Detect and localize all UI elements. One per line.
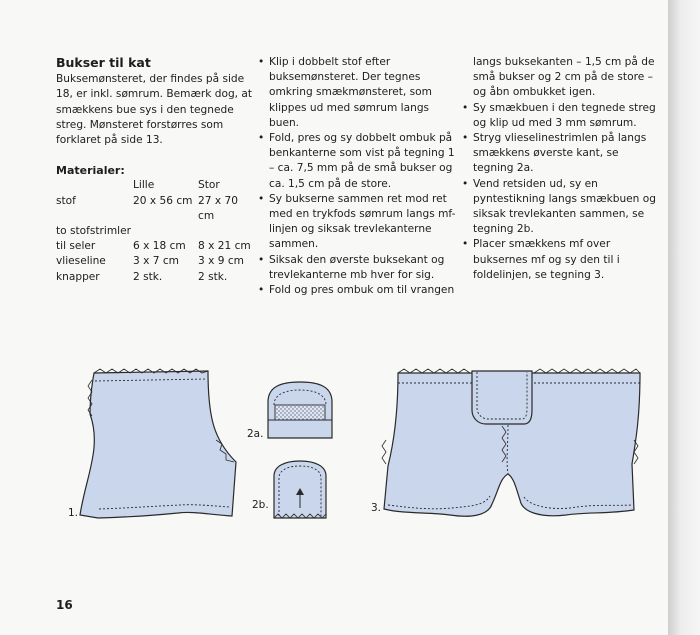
figure-3-assembled-trousers [382,369,640,516]
page-number: 16 [56,598,73,612]
table-cell: knapper [56,270,100,283]
table-cell: 2 stk. [133,270,163,283]
table-cell: 27 x 70 cm [198,194,238,222]
continued-text: langs buksekanten – 1,5 cm på de små bukser og 2 cm på de store – og åbn ombukket igen. [473,56,655,99]
list-item: • Vend retsiden ud, sy en pyntestikning langs smækbuen og siksak trevlekanten sammen, se tegning 2b. [462,177,658,238]
figure-1-trouser-piece [80,369,236,518]
list-item: • Placer smækkens mf over buksernes mf og sy den til i foldelinjen, se tegning 3. [462,237,658,283]
table-cell: vlieseline [56,255,106,268]
table-cell: 3 x 9 cm [198,255,244,268]
table-cell: til seler [56,240,96,253]
figure-2b-bib [274,461,326,518]
table-cell: 3 x 7 cm [133,255,179,268]
intro-text: Buksemønsteret, der findes på side 18, er inkl. sømrum. Bemærk dog, at smækkens bue sys i den tegnede streg. Mønsteret forstørres som forklaret på side 13. [56,73,253,147]
list-item: • Sy bukserne sammen ret mod ret med en trykfods sømrum langs mf-linjen og siksak trevlekanterne sammen. [258,192,458,253]
table-header-cell: Lille [133,179,155,192]
table-cell: 6 x 18 cm [133,240,186,253]
materials-heading: Materialer: [56,164,125,178]
list-item: • Siksak den øverste buksekant og trevlekanterne mb hver for sig. [258,253,458,283]
table-header-cell: Stor [198,179,220,192]
table-cell: 8 x 21 cm [198,240,251,253]
table-cell: to stofstrimler [56,225,131,238]
list-item: • Stryg vlieselinestrimlen på langs smækkens øverste kant, se tegning 2a. [462,131,658,177]
list-item: • Klip i dobbelt stof efter buksemønsteret. Der tegnes omkring smækmønsteret, som klippes ud med sømrum langs buen. [258,55,458,131]
list-item: • Sy smækbuen i den tegnede streg og klip ud med 3 mm sømrum. [462,101,658,131]
table-cell: 20 x 56 cm [133,194,193,207]
page-title: Bukser til kat [56,55,151,70]
table-cell: stof [56,194,76,207]
list-item: • Fold og pres ombuk om til vrangen [258,283,458,298]
table-cell: 2 stk. [198,270,228,283]
figure-2a-bib [268,382,332,438]
figure-label-3: 3. [371,502,382,514]
figure-label-1: 1. [68,507,79,519]
figure-label-2b: 2b. [252,499,269,511]
figure-label-2a: 2a. [247,428,264,440]
page-gutter [668,0,700,635]
list-item: • Fold, pres og sy dobbelt ombuk på benkanterne som vist på tegning 1 – ca. 7,5 mm på de små bukser og ca. 1,5 cm på de store. [258,131,458,192]
